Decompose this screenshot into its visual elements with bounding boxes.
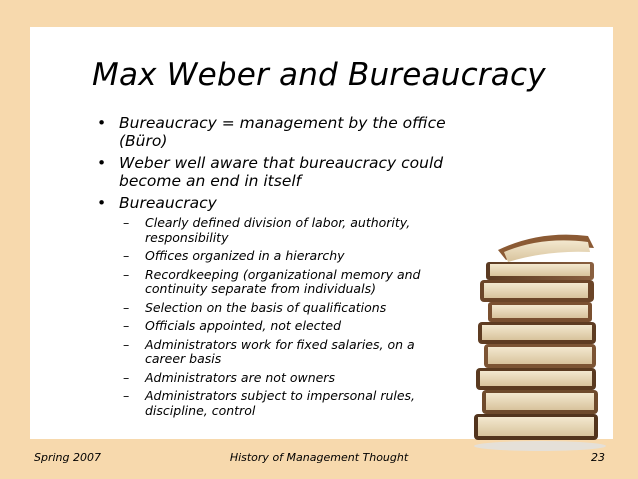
footer-course-title: History of Management Thought (229, 451, 409, 464)
sub-bullet-item: – Administrators subject to impersonal rules, discipline, control (123, 389, 443, 418)
sub-bullet-item: – Selection on the basis of qualifications (123, 301, 443, 316)
bullet-item (97, 194, 467, 418)
book-stack-image (470, 222, 620, 452)
bullet-list (97, 114, 467, 422)
bullet-item: • Bureaucracy = management by the office (Büro) (97, 114, 467, 150)
sub-bullet-item: – Administrators are not owners (123, 371, 443, 386)
sub-bullet-list (123, 216, 443, 418)
sub-bullet-item: – Officials appointed, not elected (123, 319, 443, 334)
footer-date: Spring 2007 (34, 451, 101, 464)
bullet-label: Bureaucracy (119, 194, 217, 212)
sub-bullet-item: – Offices organized in a hierarchy (123, 249, 443, 264)
sub-bullet-item: – Recordkeeping (organizational memory and continuity separate from individuals) (123, 268, 443, 297)
slide-number: 23 (591, 451, 605, 464)
slide-title: Max Weber and Bureaucracy (92, 57, 546, 93)
bullet-item: • Weber well aware that bureaucracy could become an end in itself (97, 154, 467, 190)
sub-bullet-item: – Clearly defined division of labor, authority, responsibility (123, 216, 443, 245)
sub-bullet-item: – Administrators work for fixed salaries, on a career basis (123, 338, 443, 367)
